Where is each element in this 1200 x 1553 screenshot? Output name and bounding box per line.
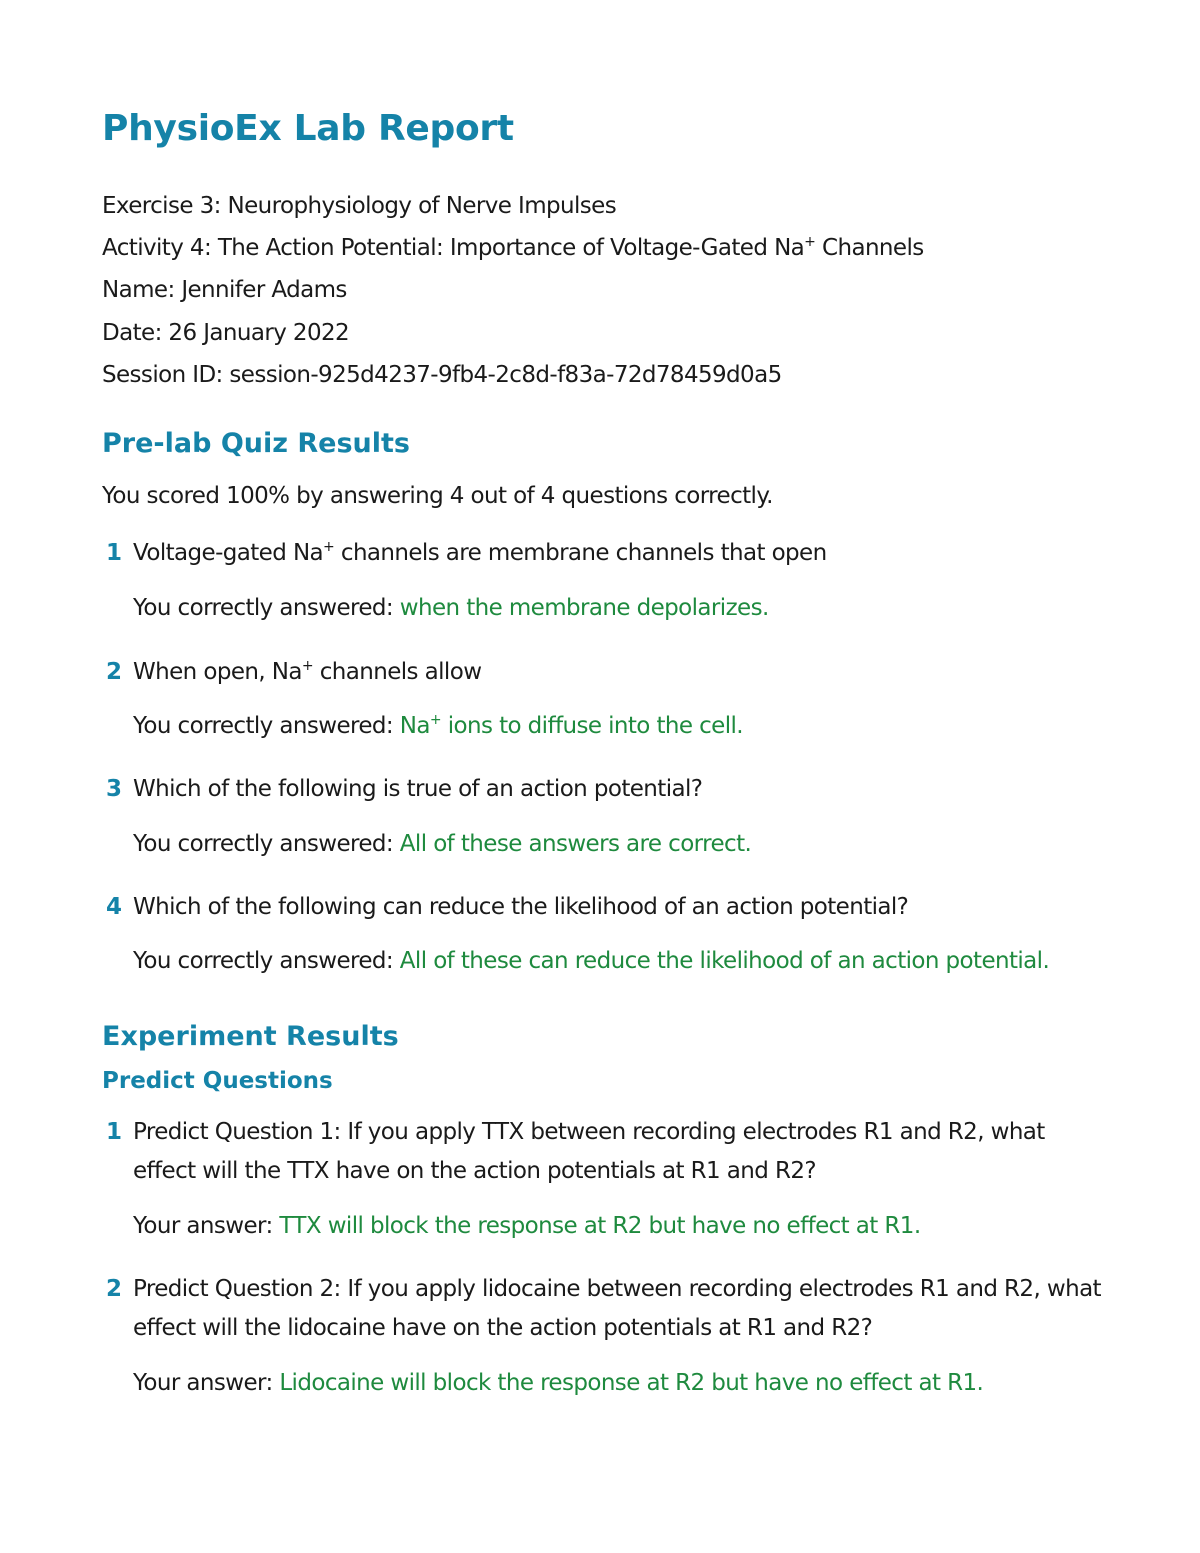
prelab-q3-answer-label: You correctly answered: (133, 831, 400, 857)
predict-q2-text: Predict Question 2: If you apply lidocaine between recording electrodes R1 and R2, what effect will the lidocaine have on the action potentials at R1 and R2? (133, 1276, 1101, 1341)
prelab-q1-suffix: channels are membrane channels that open (334, 540, 827, 566)
predict-q2-answer-value: Lidocaine will block the response at R2 but have no effect at R1. (279, 1370, 984, 1396)
prelab-q4-answer (133, 948, 1049, 974)
prelab-q1-answer-label: You correctly answered: (133, 595, 400, 621)
prelab-q3-answer-value: All of these answers are correct. (399, 831, 752, 857)
prelab-q1-text (133, 534, 1113, 573)
predict-subheading: Predict Questions (102, 1068, 333, 1094)
report-date: Date: 26 January 2022 (102, 320, 350, 346)
predict-q1-answer-label: Your answer: (133, 1213, 280, 1239)
prelab-q4-text: Which of the following can reduce the likelihood of an action potential? (133, 894, 909, 920)
prelab-q3-number: 3 (106, 776, 123, 802)
session-id: Session ID: session-925d4237-9fb4-2c8d-f83a-72d78459d0a5 (102, 362, 782, 388)
prelab-q1-answer (133, 595, 769, 621)
predict-q1-answer-value: TTX will block the response at R2 but have no effect at R1. (279, 1213, 921, 1239)
activity-line (102, 235, 924, 261)
prelab-q4-number: 4 (106, 894, 123, 920)
prelab-q2-answer-prefix: Na (399, 713, 430, 739)
prelab-q2-prefix: When open, Na (133, 659, 302, 685)
prelab-q3-text: Which of the following is true of an action potential? (133, 776, 703, 802)
prelab-q1-number: 1 (106, 540, 123, 566)
prelab-heading: Pre-lab Quiz Results (102, 428, 410, 459)
prelab-q2-answer-value (400, 713, 743, 739)
exercise-line: Exercise 3: Neurophysiology of Nerve Impulses (102, 193, 617, 219)
activity-prefix: Activity 4: The Action Potential: Importance of Voltage-Gated Na (102, 235, 805, 261)
prelab-q2-suffix: channels allow (313, 659, 482, 685)
prelab-q2-text (133, 653, 1113, 692)
prelab-q2-answer-suffix: ions to diffuse into the cell. (441, 713, 743, 739)
activity-sup: + (804, 234, 816, 250)
prelab-q2-number: 2 (106, 659, 123, 685)
prelab-q4-answer-label: You correctly answered: (133, 948, 400, 974)
predict-q1-text: Predict Question 1: If you apply TTX between recording electrodes R1 and R2, what effect will the TTX have on the action potentials at R1 and R2? (133, 1119, 1045, 1184)
predict-q2-answer-label: Your answer: (133, 1370, 280, 1396)
prelab-q2-sup: + (301, 658, 314, 674)
predict-q1-number: 1 (106, 1119, 123, 1145)
prelab-q2-answer-label: You correctly answered: (133, 713, 400, 739)
prelab-q1-sup: + (323, 539, 335, 555)
prelab-q4-answer-value: All of these can reduce the likelihood of an action potential. (399, 948, 1050, 974)
student-name: Name: Jennifer Adams (102, 277, 347, 303)
prelab-q2-answer (133, 713, 743, 739)
experiment-heading: Experiment Results (102, 1021, 399, 1052)
predict-q2-answer (133, 1370, 983, 1396)
activity-suffix: Channels (815, 235, 924, 261)
prelab-score: You scored 100% by answering 4 out of 4 questions correctly. (102, 483, 773, 509)
prelab-q1-answer-value: when the membrane depolarizes. (399, 595, 769, 621)
prelab-q2-answer-sup: + (429, 712, 442, 728)
predict-q2-number: 2 (106, 1276, 123, 1302)
predict-q1-answer (133, 1213, 921, 1239)
prelab-q1-prefix: Voltage-gated Na (133, 540, 324, 566)
prelab-q3-answer (133, 831, 751, 857)
report-title: PhysioEx Lab Report (102, 108, 514, 149)
